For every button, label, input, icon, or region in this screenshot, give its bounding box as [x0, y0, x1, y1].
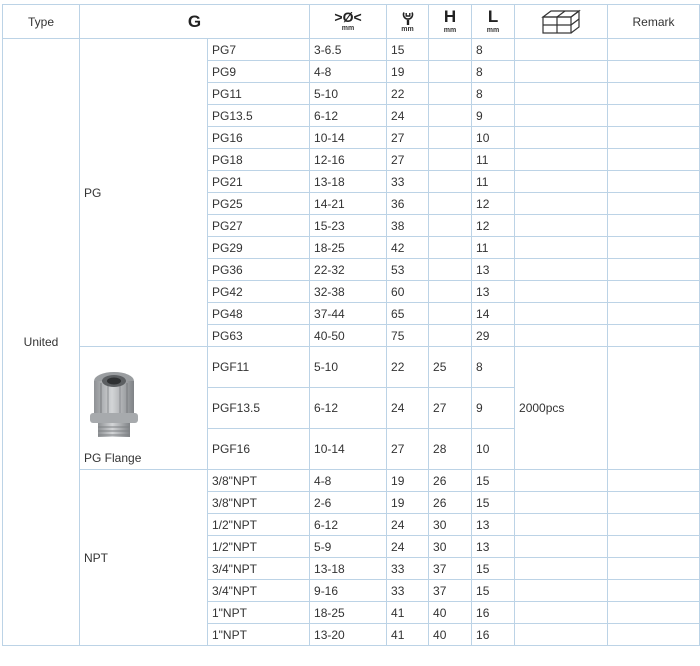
cell-package [515, 105, 608, 127]
cell-wrench: 75 [387, 325, 429, 347]
cell-clamp: 14-21 [310, 193, 387, 215]
cell-remark [608, 149, 700, 171]
cell-g: PG25 [208, 193, 310, 215]
cell-clamp: 22-32 [310, 259, 387, 281]
package-boxes-icon [541, 9, 581, 35]
cell-remark [608, 39, 700, 61]
cell-l: 13 [472, 514, 515, 536]
cell-g: PG27 [208, 215, 310, 237]
cell-g: 1/2"NPT [208, 514, 310, 536]
cell-wrench: 15 [387, 39, 429, 61]
cell-g: 3/8"NPT [208, 492, 310, 514]
cell-package [515, 492, 608, 514]
cell-clamp: 6-12 [310, 105, 387, 127]
cell-g: PG36 [208, 259, 310, 281]
cell-package [515, 193, 608, 215]
cable-gland-spec-table [2, 4, 700, 646]
cell-h [429, 281, 472, 303]
header-remark: Remark [608, 5, 700, 39]
cell-remark [608, 171, 700, 193]
cell-g: PG42 [208, 281, 310, 303]
cell-remark [608, 347, 700, 470]
type-cell: United [3, 39, 80, 646]
cell-wrench: 22 [387, 347, 429, 388]
cell-package [515, 281, 608, 303]
wrench-unit: mm [401, 25, 414, 33]
cell-l: 13 [472, 536, 515, 558]
cell-g: PG9 [208, 61, 310, 83]
cell-package [515, 215, 608, 237]
cell-package [515, 624, 608, 646]
cell-clamp: 5-10 [310, 83, 387, 105]
cell-clamp: 13-18 [310, 171, 387, 193]
cell-remark [608, 602, 700, 624]
cell-clamp: 18-25 [310, 602, 387, 624]
cell-l: 13 [472, 259, 515, 281]
cell-wrench: 53 [387, 259, 429, 281]
cell-wrench: 24 [387, 514, 429, 536]
cell-wrench: 19 [387, 470, 429, 492]
cell-clamp: 5-10 [310, 347, 387, 388]
header-l [472, 5, 515, 39]
cell-g: PG21 [208, 171, 310, 193]
cell-clamp: 32-38 [310, 281, 387, 303]
cell-h [429, 149, 472, 171]
l-unit: mm [486, 27, 500, 34]
wrench-icon [401, 11, 415, 25]
cell-g: 1"NPT [208, 602, 310, 624]
cell-h [429, 171, 472, 193]
cell-remark [608, 580, 700, 602]
header-clamping-range [310, 5, 387, 39]
cell-clamp: 13-20 [310, 624, 387, 646]
cell-h [429, 193, 472, 215]
cell-clamp: 5-9 [310, 536, 387, 558]
cell-h: 40 [429, 602, 472, 624]
cell-g: 3/4"NPT [208, 558, 310, 580]
cell-package [515, 149, 608, 171]
cell-h: 40 [429, 624, 472, 646]
cell-remark [608, 325, 700, 347]
cell-g: PG29 [208, 237, 310, 259]
cell-package [515, 470, 608, 492]
cell-package [515, 83, 608, 105]
cell-g: PG11 [208, 83, 310, 105]
cell-clamp: 9-16 [310, 580, 387, 602]
cell-g: 3/4"NPT [208, 580, 310, 602]
l-symbol: L [487, 7, 499, 26]
cell-remark [608, 281, 700, 303]
group-pg-label: PG [80, 39, 208, 347]
cell-g: PGF16 [208, 429, 310, 470]
cell-l: 8 [472, 83, 515, 105]
cell-package [515, 580, 608, 602]
cell-package [515, 259, 608, 281]
cell-clamp: 4-8 [310, 470, 387, 492]
cell-h: 26 [429, 470, 472, 492]
h-symbol: H [443, 7, 457, 26]
cell-l: 15 [472, 558, 515, 580]
cell-g: 1"NPT [208, 624, 310, 646]
cell-g: PG7 [208, 39, 310, 61]
cell-wrench: 42 [387, 237, 429, 259]
cell-wrench: 27 [387, 429, 429, 470]
cell-h [429, 61, 472, 83]
cell-l: 10 [472, 127, 515, 149]
cell-clamp: 6-12 [310, 388, 387, 429]
cell-l: 10 [472, 429, 515, 470]
cell-package [515, 61, 608, 83]
cell-g: PG16 [208, 127, 310, 149]
cell-h: 27 [429, 388, 472, 429]
cell-l: 8 [472, 39, 515, 61]
cell-h: 30 [429, 514, 472, 536]
cell-wrench: 41 [387, 624, 429, 646]
cell-h [429, 83, 472, 105]
cell-clamp: 10-14 [310, 127, 387, 149]
cell-wrench: 33 [387, 171, 429, 193]
cell-h: 30 [429, 536, 472, 558]
cell-wrench: 24 [387, 388, 429, 429]
cell-clamp: 13-18 [310, 558, 387, 580]
cell-l: 16 [472, 602, 515, 624]
cell-wrench: 41 [387, 602, 429, 624]
cell-l: 15 [472, 492, 515, 514]
cell-remark [608, 514, 700, 536]
header-package [515, 5, 608, 39]
cell-g: 3/8"NPT [208, 470, 310, 492]
table-row [3, 347, 700, 388]
cell-l: 12 [472, 193, 515, 215]
group-npt-label: NPT [80, 470, 208, 646]
cell-h [429, 303, 472, 325]
cell-remark [608, 536, 700, 558]
cell-clamp: 2-6 [310, 492, 387, 514]
cell-h: 37 [429, 558, 472, 580]
cell-remark [608, 215, 700, 237]
cell-package [515, 39, 608, 61]
cell-clamp: 10-14 [310, 429, 387, 470]
table-row [3, 470, 700, 492]
header-h [429, 5, 472, 39]
cell-l: 29 [472, 325, 515, 347]
cell-wrench: 65 [387, 303, 429, 325]
cell-remark [608, 127, 700, 149]
group-pg-flange-label: PG Flange [84, 451, 142, 465]
cell-h: 26 [429, 492, 472, 514]
cell-l: 13 [472, 281, 515, 303]
cell-wrench: 19 [387, 492, 429, 514]
cell-remark [608, 303, 700, 325]
cell-wrench: 19 [387, 61, 429, 83]
cell-clamp: 6-12 [310, 514, 387, 536]
cell-l: 11 [472, 149, 515, 171]
cell-g: PGF11 [208, 347, 310, 388]
cell-h: 37 [429, 580, 472, 602]
cell-remark [608, 61, 700, 83]
cell-remark [608, 237, 700, 259]
cell-g: PGF13.5 [208, 388, 310, 429]
cell-clamp: 12-16 [310, 149, 387, 171]
cell-g: PG63 [208, 325, 310, 347]
cell-clamp: 3-6.5 [310, 39, 387, 61]
cell-remark [608, 558, 700, 580]
cell-remark [608, 470, 700, 492]
cell-h [429, 215, 472, 237]
cell-package [515, 237, 608, 259]
cell-g: 1/2"NPT [208, 536, 310, 558]
pg-flange-gland-image [86, 369, 142, 445]
group-pg-flange [80, 347, 208, 470]
cell-h [429, 259, 472, 281]
cell-remark [608, 492, 700, 514]
clamp-symbol: >Ø< [334, 9, 362, 25]
cell-wrench: 38 [387, 215, 429, 237]
cell-remark [608, 105, 700, 127]
cell-remark [608, 83, 700, 105]
cell-package [515, 171, 608, 193]
cell-package [515, 127, 608, 149]
header-type: Type [3, 5, 80, 39]
cell-wrench: 33 [387, 580, 429, 602]
cell-package [515, 303, 608, 325]
cell-l: 12 [472, 215, 515, 237]
cell-package [515, 325, 608, 347]
cell-l: 11 [472, 171, 515, 193]
cell-h: 25 [429, 347, 472, 388]
header-g: G [80, 5, 310, 39]
cell-l: 16 [472, 624, 515, 646]
header-row [3, 5, 700, 39]
cell-clamp: 37-44 [310, 303, 387, 325]
cell-wrench: 27 [387, 127, 429, 149]
cell-wrench: 27 [387, 149, 429, 171]
clamp-unit: mm [341, 25, 355, 32]
cell-wrench: 36 [387, 193, 429, 215]
cell-package [515, 536, 608, 558]
cell-package [515, 558, 608, 580]
cell-wrench: 24 [387, 105, 429, 127]
cell-package-remark: 2000pcs [515, 347, 608, 470]
cell-g: PG48 [208, 303, 310, 325]
table-row [3, 39, 700, 61]
cell-clamp: 18-25 [310, 237, 387, 259]
cell-h [429, 127, 472, 149]
cell-h [429, 325, 472, 347]
cell-l: 8 [472, 61, 515, 83]
cell-h [429, 237, 472, 259]
cell-package [515, 514, 608, 536]
cell-wrench: 22 [387, 83, 429, 105]
cell-g: PG18 [208, 149, 310, 171]
cell-h: 28 [429, 429, 472, 470]
cell-g: PG13.5 [208, 105, 310, 127]
cell-clamp: 15-23 [310, 215, 387, 237]
cell-l: 14 [472, 303, 515, 325]
cell-clamp: 4-8 [310, 61, 387, 83]
cell-clamp: 40-50 [310, 325, 387, 347]
cell-remark [608, 624, 700, 646]
cell-l: 11 [472, 237, 515, 259]
cell-l: 8 [472, 347, 515, 388]
h-unit: mm [443, 27, 457, 34]
cell-h [429, 105, 472, 127]
cell-wrench: 24 [387, 536, 429, 558]
cell-wrench: 60 [387, 281, 429, 303]
cell-l: 9 [472, 388, 515, 429]
cell-package [515, 602, 608, 624]
cell-remark [608, 259, 700, 281]
cell-l: 15 [472, 580, 515, 602]
cell-remark [608, 193, 700, 215]
cell-h [429, 39, 472, 61]
cell-wrench: 33 [387, 558, 429, 580]
cell-l: 15 [472, 470, 515, 492]
cell-l: 9 [472, 105, 515, 127]
header-wrench-size [387, 5, 429, 39]
